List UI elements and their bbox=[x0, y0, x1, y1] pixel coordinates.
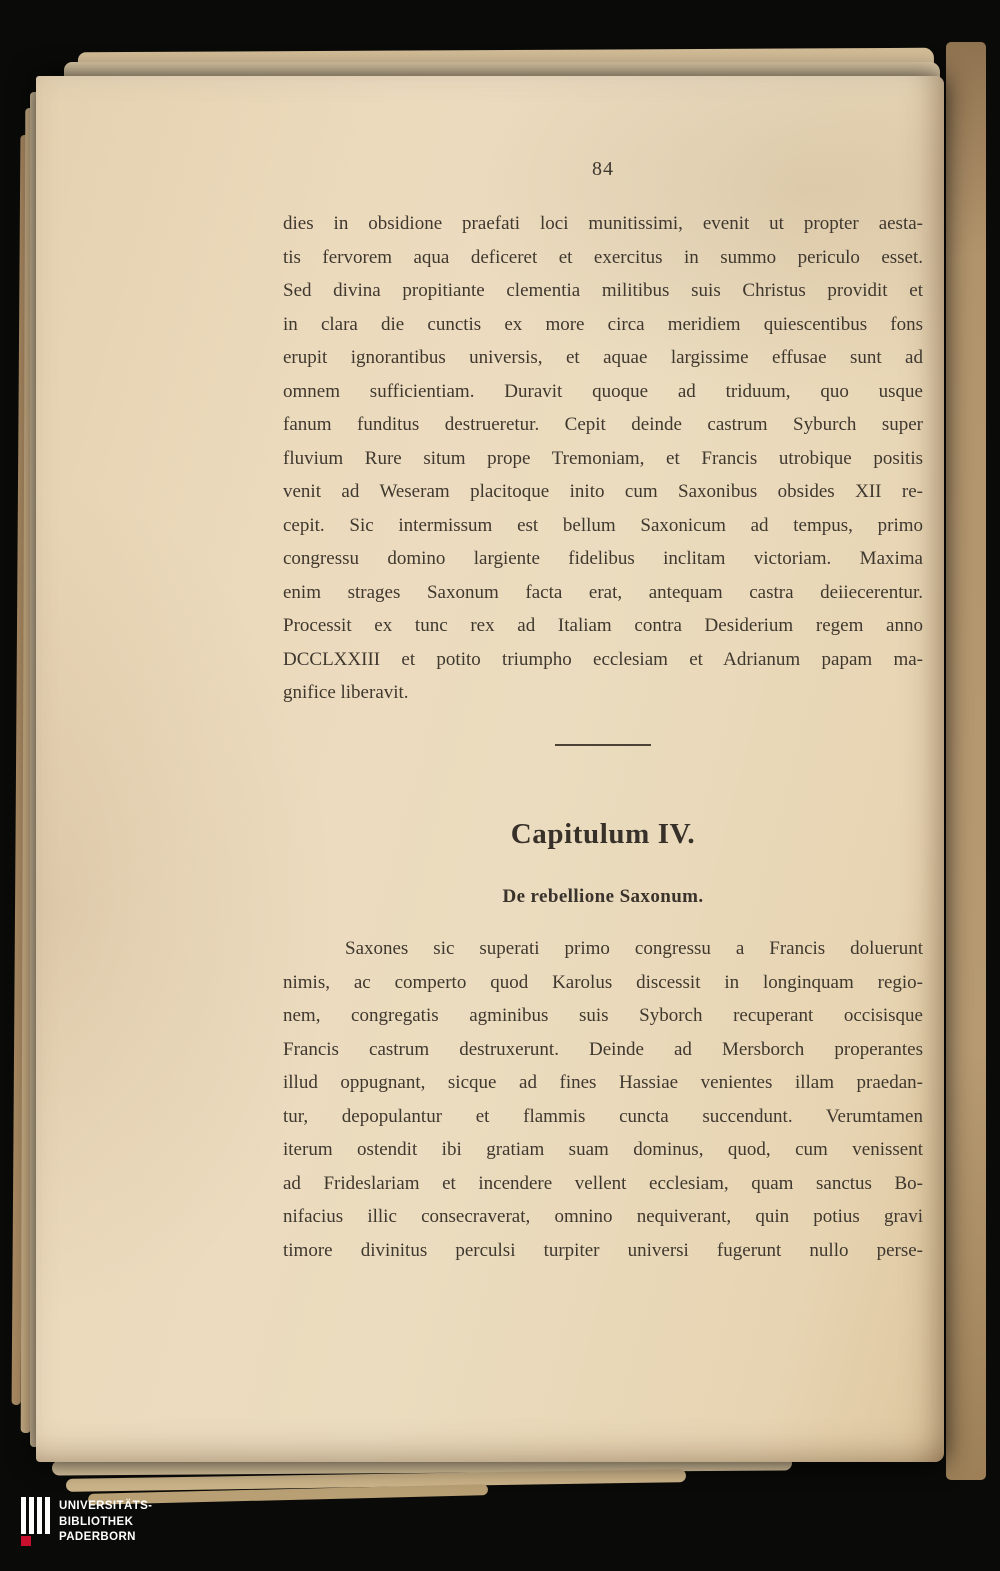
text-line: Processit ex tunc rex ad Italiam contra Desiderium regem anno bbox=[283, 615, 923, 636]
text-line: nifacius illic consecraverat, omnino nequiverant, quin potius gravi bbox=[283, 1206, 923, 1227]
text-line: timore divinitus perculsi turpiter universi fugerunt nullo perse- bbox=[283, 1239, 923, 1261]
logo-red-square bbox=[21, 1536, 31, 1546]
logo-bar bbox=[21, 1497, 26, 1534]
text-line: ad Frideslariam et incendere vellent ecclesiam, quam sanctus Bo- bbox=[283, 1172, 923, 1194]
text-line: gnifice liberavit. bbox=[283, 682, 409, 703]
text-line: fluvium Rure situm prope Tremoniam, et Francis utrobique positis bbox=[283, 447, 923, 469]
text-line: nem, congregatis agminibus suis Syborch recuperant occisisque bbox=[283, 1005, 923, 1026]
text-line: Sed divina propitiante clementia militibus suis Christus providit et bbox=[283, 280, 923, 301]
text-line: omnem sufficientiam. Duravit quoque ad triduum, quo usque bbox=[283, 380, 923, 402]
text-line: enim strages Saxonum facta erat, antequam castra deiiecerentur. bbox=[283, 581, 923, 603]
logo-bar bbox=[45, 1497, 50, 1534]
paragraph bbox=[283, 207, 923, 710]
text-line: fanum funditus destrueretur. Cepit deinde castrum Syburch super bbox=[283, 414, 923, 435]
text-line: congressu domino largiente fidelibus inclitam victoriam. Maxima bbox=[283, 548, 923, 569]
text-line: erupit ignorantibus universis, et aquae largissime effusae sunt ad bbox=[283, 347, 923, 368]
chapter-subheading: De rebellione Saxonum. bbox=[502, 886, 704, 907]
section-divider bbox=[555, 744, 651, 746]
library-logo-icon bbox=[20, 1497, 52, 1547]
text-line: illud oppugnant, sicque ad fines Hassiae venientes illam praedan- bbox=[283, 1072, 923, 1093]
page-edge-right bbox=[946, 42, 986, 1480]
text-line: nimis, ac comperto quod Karolus discessit in longinquam regio- bbox=[283, 971, 923, 993]
logo-bar bbox=[37, 1497, 42, 1534]
text-line: tis fervorem aqua deficeret et exercitus in summo periculo esset. bbox=[283, 246, 923, 268]
text-line: cepit. Sic intermissum est bellum Saxonicum ad tempus, primo bbox=[283, 514, 923, 536]
text-line: in clara die cunctis ex more circa meridiem quiescentibus fons bbox=[283, 313, 923, 335]
logo-bar bbox=[29, 1497, 34, 1534]
book-page bbox=[36, 76, 944, 1462]
text-line: Francis castrum destruxerunt. Deinde ad Mersborch properantes bbox=[283, 1038, 923, 1060]
library-brand bbox=[20, 1497, 152, 1547]
library-name-line: BIBLIOTHEK bbox=[59, 1515, 134, 1528]
text-line: dies in obsidione praefati loci munitissimi, evenit ut propter aesta- bbox=[283, 213, 923, 234]
text-line: tur, depopulantur et flammis cuncta succendunt. Verumtamen bbox=[283, 1105, 923, 1127]
chapter-heading: Capitulum IV. bbox=[510, 818, 696, 850]
library-name-line: PADERBORN bbox=[59, 1531, 136, 1543]
text-line: iterum ostendit ibi gratiam suam dominus, quod, cum venissent bbox=[283, 1139, 923, 1160]
page-number: 84 bbox=[592, 158, 614, 180]
library-name bbox=[59, 1497, 152, 1546]
paragraph bbox=[283, 932, 923, 1267]
text-line: venit ad Weseram placitoque inito cum Saxonibus obsides XII re- bbox=[283, 481, 923, 502]
library-name-line: UNIVERSITÄTS- bbox=[59, 1500, 153, 1512]
text-line: Saxones sic superati primo congressu a Francis doluerunt bbox=[345, 938, 923, 959]
text-line: DCCLXXIII et potito triumpho ecclesiam et Adrianum papam ma- bbox=[283, 648, 923, 670]
